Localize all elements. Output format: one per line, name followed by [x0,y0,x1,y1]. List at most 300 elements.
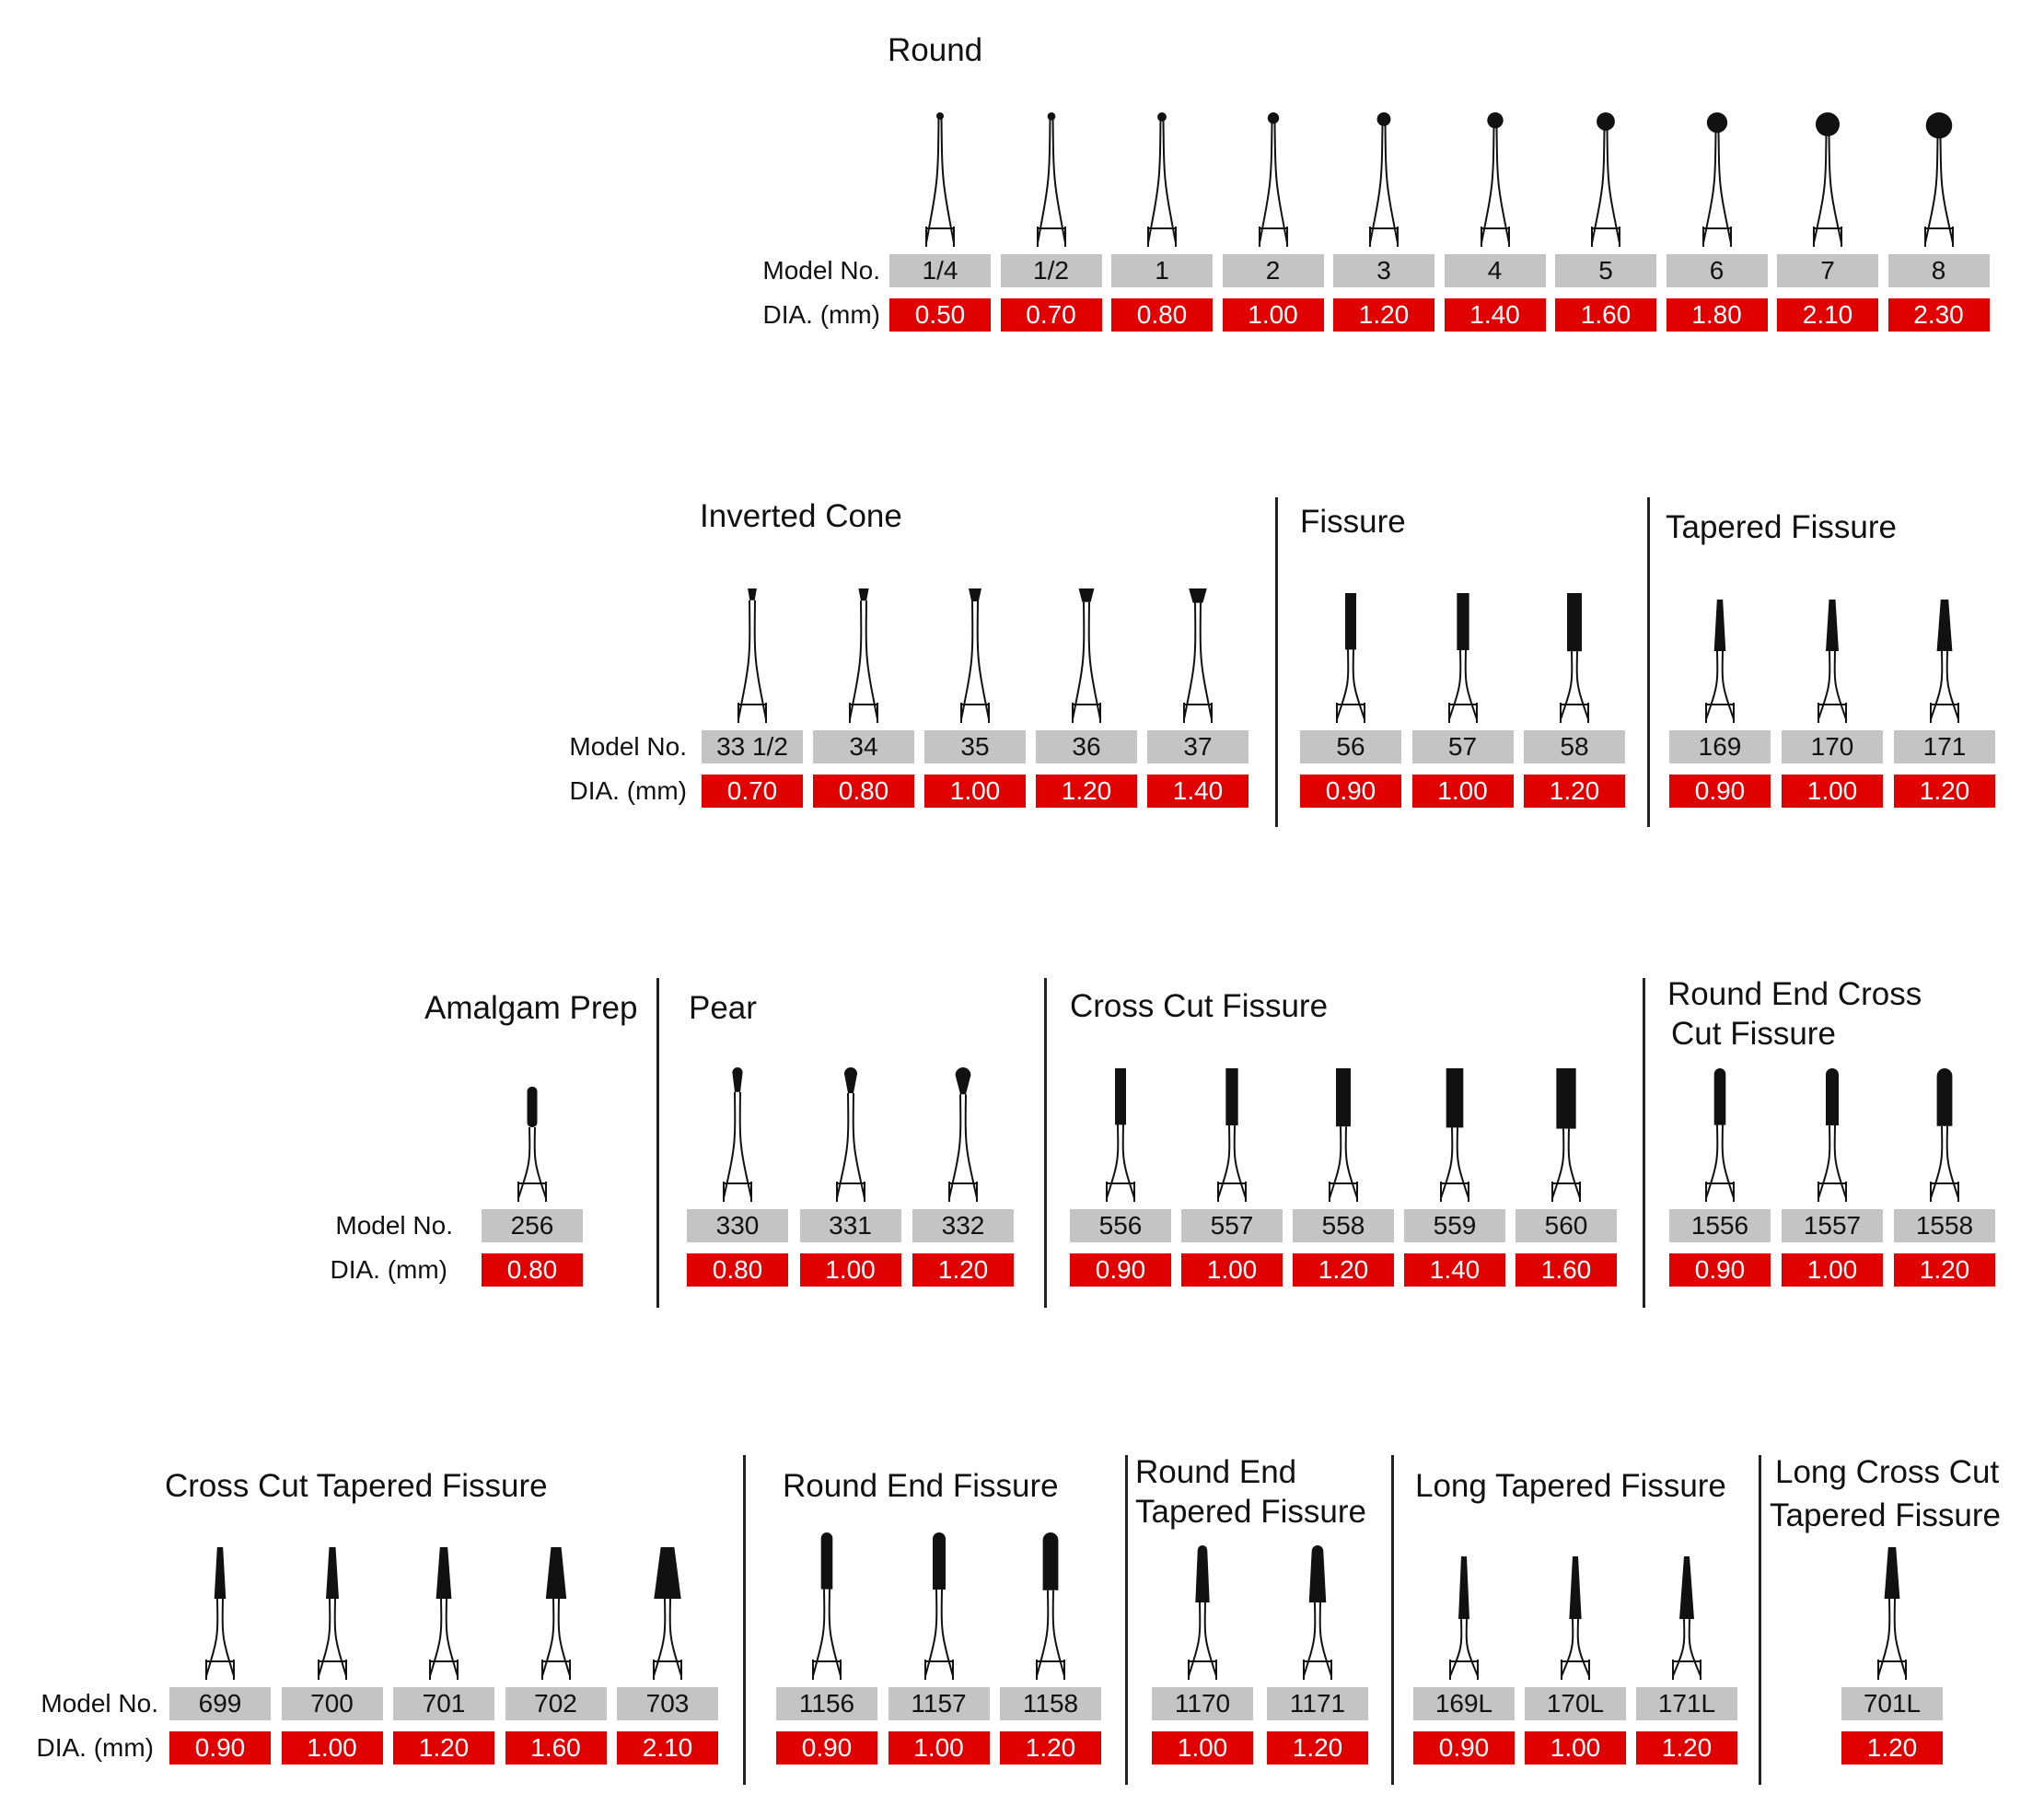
row-label-model: Model No. [569,732,687,761]
diameter-cell: 0.80 [687,1253,788,1287]
bur-icon [1669,600,1771,730]
bur-icon [1445,112,1546,254]
diameter-cell: 1.20 [1524,775,1625,808]
divider [1643,978,1645,1308]
model-no-cell: 1557 [1782,1209,1883,1242]
group-title-long-cross-cut-tapered-fissure: Long Cross Cut [1775,1454,2000,1490]
bur-shank-base [850,703,877,723]
bur-icon [1782,600,1883,730]
model-no-cell: 57 [1412,730,1514,763]
diameter-cell: 0.90 [1413,1731,1515,1765]
bur-shank [1073,602,1084,719]
bur-shank [1925,136,1938,243]
bur-head [528,1087,538,1127]
bur-icon [1293,1068,1394,1209]
bur-head [1826,1068,1839,1125]
bur-shank-base [961,703,989,723]
bur-shank [1304,1602,1315,1676]
model-no-cell: 1 [1111,254,1213,287]
bur-head [1569,1556,1581,1619]
bur-head [1826,600,1839,651]
bur-shank-base [1038,227,1065,247]
diameter-cell: 0.80 [482,1253,583,1287]
bur-shank [1038,118,1051,243]
diameter-cell: 1.20 [1333,298,1434,332]
bur-shank [1235,1125,1246,1198]
bur-shank [740,1092,751,1198]
bur-shank [1561,651,1572,719]
bur-icon [1841,1547,1943,1687]
diameter-cell: 1.60 [1516,1253,1617,1287]
row-label-model: Model No. [762,256,880,285]
bur-shank [1931,651,1942,719]
model-no-cell: 559 [1404,1209,1505,1242]
group-title-inverted-cone: Inverted Cone [700,498,902,534]
diameter-cell: 1.00 [1782,775,1883,808]
bur-icon [1001,112,1102,254]
bur-shank-base [1260,227,1287,247]
bur-shank [1829,134,1842,243]
bur-head [1336,1068,1351,1126]
model-no-cell: 1/4 [889,254,991,287]
model-no-cell: 332 [912,1209,1014,1242]
bur-shank [942,117,955,243]
bur-shank [850,600,861,719]
model-no-cell: 1157 [888,1687,990,1720]
model-no-cell: 701L [1841,1687,1943,1720]
bur-shank-base [1370,227,1398,247]
group-title-cross-cut-tapered-fissure: Cross Cut Tapered Fissure [165,1468,548,1504]
bur-icon [169,1547,271,1687]
bur-head [1714,600,1726,651]
bur-head [436,1547,452,1599]
bur-shank [1835,1125,1846,1198]
bur-shank [926,117,939,243]
bur-shank [1931,1126,1942,1198]
bur-shank [1690,1619,1701,1676]
bur-shank [1320,1602,1331,1676]
diameter-cell: 2.10 [1777,298,1878,332]
bur-icon [1267,1545,1368,1687]
diameter-cell: 1.20 [1036,775,1137,808]
bur-shank [1895,1599,1906,1676]
bur-head [1345,593,1356,649]
bur-shank [1940,136,1953,243]
bur-shank [1465,650,1476,719]
bur-shank [1496,125,1509,243]
bur-shank [1723,1125,1734,1198]
bur-head [1597,112,1615,131]
bur-shank [1608,128,1620,243]
bur-icon [1555,112,1656,254]
bur-head [1309,1545,1326,1602]
bur-head [1937,600,1953,651]
bur-head [732,1067,742,1092]
bur-icon [617,1547,718,1687]
bur-icon [393,1547,494,1687]
divider [1391,1455,1394,1785]
bur-shank [223,1599,234,1676]
bur-shank-base [1673,1660,1701,1680]
diameter-cell: 1.00 [1152,1731,1253,1765]
diameter-cell: 1.00 [1782,1253,1883,1287]
diameter-cell: 1.00 [1181,1253,1283,1287]
bur-shank [1450,1619,1461,1676]
bur-shank [1218,1125,1229,1198]
diameter-cell: 1.00 [1223,298,1324,332]
bur-head [1458,1556,1469,1619]
bur-shank-base [1592,227,1620,247]
bur-shank [1592,128,1605,243]
model-no-cell: 7 [1777,254,1878,287]
bur-shank [755,600,766,719]
diameter-cell: 1.40 [1445,298,1546,332]
bur-shank [1577,651,1588,719]
group-title-round-end-cross-cut-fissure: Round End Cross [1667,976,1922,1012]
bur-head [1079,588,1095,602]
model-no-cell: 8 [1888,254,1990,287]
bur-icon [1111,112,1213,254]
bur-shank [1818,1125,1829,1198]
diameter-cell: 0.50 [889,298,991,332]
bur-shank [319,1599,330,1676]
group-title-long-tapered-fissure: Long Tapered Fissure [1415,1468,1726,1504]
bur-head [1556,1068,1575,1129]
bur-shank [1330,1126,1341,1198]
bur-icon [800,1067,901,1209]
bur-icon [282,1547,383,1687]
bur-shank-base [1703,227,1731,247]
bur-icon [1516,1068,1617,1209]
bur-icon [1777,112,1878,254]
diameter-cell: 0.70 [702,775,803,808]
bur-shank [1723,651,1734,719]
group-title-amalgam-prep: Amalgam Prep [424,990,638,1026]
group-title-pear: Pear [689,990,757,1026]
diameter-cell: 2.30 [1888,298,1990,332]
group-title-fissure: Fissure [1300,504,1406,540]
bur-shank [1274,121,1287,243]
bur-icon [687,1067,788,1209]
model-no-cell: 3 [1333,254,1434,287]
model-no-cell: 58 [1524,730,1625,763]
model-no-cell: 1170 [1152,1687,1253,1720]
bur-head [1115,1068,1126,1124]
diameter-cell: 1.20 [1894,775,1995,808]
bur-shank [558,1599,569,1676]
group-title-long-cross-cut-tapered-fissure-line2: Tapered Fissure [1770,1497,2001,1533]
bur-icon [1894,1068,1995,1209]
bur-icon [776,1532,877,1687]
bur-head [748,588,757,600]
model-no-cell: 1/2 [1001,254,1102,287]
bur-shank-base [1925,227,1953,247]
diameter-cell: 1.20 [1293,1253,1394,1287]
model-no-cell: 557 [1181,1209,1283,1242]
model-no-cell: 36 [1036,730,1137,763]
bur-shank [1346,1126,1357,1198]
model-no-cell: 2 [1223,254,1324,287]
bur-shank [1706,1125,1717,1198]
model-no-cell: 702 [505,1687,607,1720]
bur-icon [1147,588,1248,730]
diameter-cell: 1.20 [1841,1731,1943,1765]
bur-shank [1835,651,1846,719]
bur-icon [1412,593,1514,730]
diameter-cell: 1.00 [800,1253,901,1287]
bur-head [969,588,981,601]
model-no-cell: 701 [393,1687,494,1720]
bur-icon [1782,1068,1883,1209]
bur-shank [1184,603,1195,719]
bur-icon [1525,1556,1626,1687]
bur-shank-base [1450,1660,1478,1680]
bur-shank [1458,1127,1469,1198]
bur-shank-base [1814,227,1841,247]
bur-icon [702,588,803,730]
bur-icon [889,112,991,254]
diameter-cell: 1.00 [1412,775,1514,808]
model-no-cell: 5 [1555,254,1656,287]
bur-shank [837,1093,848,1198]
diameter-cell: 2.10 [617,1731,718,1765]
bur-shank [1052,118,1065,243]
bur-icon [1524,593,1625,730]
model-no-cell: 34 [813,730,914,763]
bur-shank-base [926,227,954,247]
bur-icon [1223,112,1324,254]
divider [1275,497,1278,827]
bur-shank [1260,121,1272,243]
model-no-cell: 699 [169,1687,271,1720]
bur-shank [1947,651,1958,719]
diameter-cell: 1.20 [1000,1731,1101,1765]
bur-head [844,1067,857,1093]
model-no-cell: 56 [1300,730,1401,763]
bur-shank [830,1590,841,1676]
row-label-model: Model No. [41,1689,158,1718]
model-no-cell: 171 [1894,730,1995,763]
diameter-cell: 0.90 [1669,775,1771,808]
diameter-cell: 1.00 [924,775,1026,808]
bur-shank-base [1562,1660,1589,1680]
divider [656,978,659,1308]
diameter-cell: 0.90 [1070,1253,1171,1287]
row-label-dia: DIA. (mm) [762,300,880,329]
row-label-dia: DIA. (mm) [569,776,687,805]
model-no-cell: 560 [1516,1209,1617,1242]
diameter-cell: 1.20 [912,1253,1014,1287]
model-no-cell: 558 [1293,1209,1394,1242]
bur-shank [1562,1619,1573,1676]
divider [743,1455,746,1785]
bur-shank [813,1590,824,1676]
bur-shank [1703,130,1716,243]
bur-shank [978,601,989,719]
diameter-cell: 1.20 [393,1731,494,1765]
bur-icon [505,1547,607,1687]
bur-shank [738,600,749,719]
bur-shank [1718,130,1731,243]
bur-icon [1404,1068,1505,1209]
bur-shank [866,600,877,719]
bur-shank [334,1599,345,1676]
bur-shank [1673,1619,1684,1676]
model-no-cell: 37 [1147,730,1248,763]
bur-icon [1888,112,1990,254]
model-no-cell: 4 [1445,254,1546,287]
row-label-dia: DIA. (mm) [36,1733,154,1762]
bur-shank [1578,1619,1589,1676]
bur-shank [670,1599,681,1676]
bur-icon [1413,1556,1515,1687]
bur-shank-base [1184,703,1212,723]
bur-shank [1814,134,1827,243]
diameter-cell: 1.60 [505,1731,607,1765]
bur-head [1047,112,1055,121]
diameter-cell: 0.90 [169,1731,271,1765]
diameter-cell: 1.00 [282,1731,383,1765]
group-title-tapered-fissure: Tapered Fissure [1666,509,1897,545]
bur-shank [430,1599,441,1676]
model-no-cell: 171L [1636,1687,1737,1720]
bur-icon [813,588,914,730]
group-title-round: Round [888,32,983,68]
bur-head [1925,112,1952,139]
model-no-cell: 35 [924,730,1026,763]
model-no-cell: 556 [1070,1209,1171,1242]
group-title-cross-cut-fissure: Cross Cut Fissure [1070,988,1329,1024]
bur-shank [1123,1124,1134,1198]
bur-shank [206,1599,217,1676]
bur-icon [1036,588,1137,730]
model-no-cell: 169 [1669,730,1771,763]
divider [1759,1455,1761,1785]
model-no-cell: 1158 [1000,1687,1101,1720]
bur-head [1816,112,1840,136]
bur-shank [1353,649,1365,719]
bur-shank [535,1127,546,1198]
model-no-cell: 33 1/2 [702,730,803,763]
bur-head [821,1532,833,1590]
bur-shank [1337,649,1348,719]
divider [1044,978,1047,1308]
divider [1125,1455,1128,1785]
bur-head [858,588,868,600]
group-title-round-end-cross-cut-fissure-line2: Cut Fissure [1671,1016,1836,1052]
bur-icon [1152,1545,1253,1687]
diameter-cell: 1.60 [1555,298,1656,332]
bur-shank [1107,1124,1118,1198]
bur-head [936,112,944,120]
bur-head [1457,593,1469,650]
model-no-cell: 700 [282,1687,383,1720]
bur-shank [1449,650,1460,719]
group-title-round-end-fissure: Round End Fissure [783,1468,1059,1504]
bur-head [1714,1068,1726,1125]
diameter-cell: 0.90 [776,1731,877,1765]
row-label-model: Model No. [335,1211,453,1240]
bur-shank-base [1148,227,1176,247]
bur-head [654,1547,680,1599]
bur-shank [542,1599,553,1676]
bur-head [1885,1547,1900,1599]
diameter-cell: 1.20 [1636,1731,1737,1765]
diameter-cell: 0.70 [1001,298,1102,332]
model-no-cell: 1556 [1669,1209,1771,1242]
bur-head [215,1547,226,1599]
bur-icon [1181,1068,1283,1209]
bur-head [1377,112,1391,126]
diameter-cell: 1.00 [888,1731,990,1765]
model-no-cell: 6 [1667,254,1768,287]
bur-shank-base [837,1182,865,1202]
bur-head [1043,1532,1059,1590]
diameter-cell: 1.40 [1147,775,1248,808]
bur-head [1195,1545,1209,1602]
bur-shank [1089,602,1100,719]
bur-icon [924,588,1026,730]
bur-shank [1370,123,1383,243]
model-no-cell: 170L [1525,1687,1626,1720]
diameter-cell: 1.40 [1404,1253,1505,1287]
bur-shank [1481,125,1494,243]
model-no-cell: 331 [800,1209,901,1242]
bur-head [1189,588,1207,603]
bur-head [956,1067,971,1094]
bur-shank [1947,1126,1958,1198]
row-label-dia: DIA. (mm) [330,1255,447,1284]
bur-shank [724,1092,735,1198]
model-no-cell: 169L [1413,1687,1515,1720]
group-title-round-end-tapered-fissure: Round End [1135,1454,1297,1490]
bur-head [1157,112,1167,122]
bur-icon [1636,1556,1737,1687]
bur-shank-base [1481,227,1509,247]
bur-head [1267,112,1278,123]
bur-shank [1205,1602,1216,1676]
diameter-cell: 1.20 [1267,1731,1368,1765]
bur-shank [1706,651,1717,719]
bur-icon [482,1087,583,1209]
bur-head [1446,1068,1464,1127]
bur-head [1706,112,1726,133]
bur-shank-base [949,1182,977,1202]
bur-shank-base [1073,703,1100,723]
bur-shank [1818,651,1829,719]
bur-icon [1667,112,1768,254]
divider [1647,497,1650,827]
bur-icon [1894,600,1995,730]
model-no-cell: 170 [1782,730,1883,763]
bur-icon [1669,1068,1771,1209]
bur-shank [853,1093,864,1198]
bur-shank [925,1590,936,1676]
model-no-cell: 1156 [776,1687,877,1720]
bur-head [1567,593,1582,651]
bur-head [933,1532,946,1590]
bur-shank [1164,119,1177,243]
bur-shank [447,1599,458,1676]
bur-shank [1148,119,1161,243]
bur-shank [1569,1129,1580,1198]
diameter-cell: 0.90 [1669,1253,1771,1287]
model-no-cell: 1558 [1894,1209,1995,1242]
bur-head [1937,1068,1953,1126]
bur-icon [1300,593,1401,730]
diameter-cell: 0.80 [813,775,914,808]
bur-head [326,1547,339,1599]
